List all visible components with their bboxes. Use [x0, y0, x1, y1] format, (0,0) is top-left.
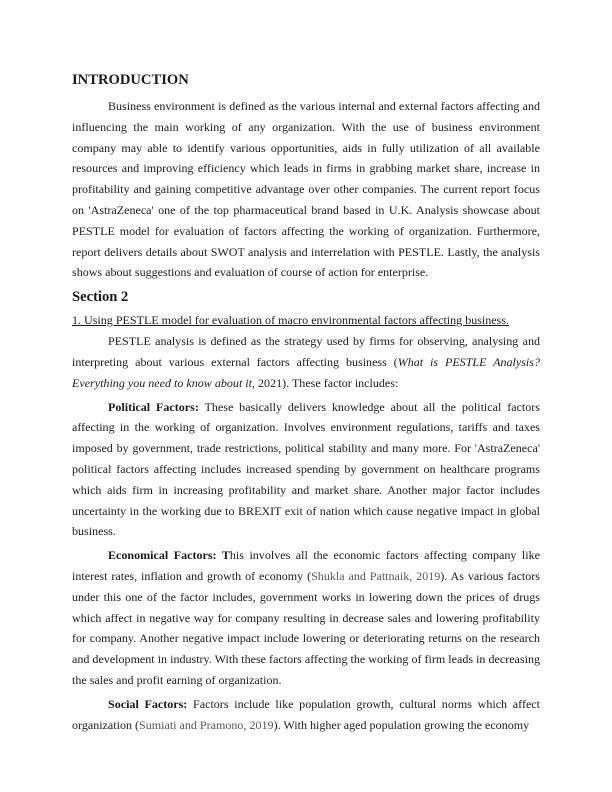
pestle-intro-text: PESTLE analysis is defined as the strategy used by firms for observing, analysing and interpreting about various external factors affecting business (: [72, 334, 540, 369]
social-factors-label: Social Factors:: [108, 696, 188, 711]
introduction-heading: INTRODUCTION: [72, 72, 189, 88]
pestle-intro-source-title: What is PESTLE Analysis? Everything you need to know about it,: [72, 354, 540, 390]
social-citation: Sumiati and Pramono, 2019: [139, 717, 274, 732]
political-factors-text: These basically delivers knowledge about all the political factors affecting in the working of organization. Involves environment regulations, tariffs and taxes imposed by government, trade restrictions, political stability and many more. For 'AstraZeneca' political factors affecting includes increased spending by government on healthcare programs which aids firm in increasing profitability and market share. Another major factor includes uncertainty in the working due to BREXIT exit of nation which cause negative impact in global business.: [72, 399, 540, 539]
social-factors-text-end: ). With higher aged population growing the economy: [273, 717, 530, 732]
pestle-subheading: 1. Using PESTLE model for evaluation of macro environmental factors affecting business.: [72, 313, 510, 328]
section-2-heading: Section 2: [72, 289, 129, 306]
pestle-intro-text-end: 2021). These factor includes:: [255, 375, 399, 390]
social-factors-text: Factors include like population growth, cultural norms which affect organization (: [72, 696, 540, 732]
political-factors-paragraph: [72, 397, 540, 543]
economical-factors-label: Economical Factors: T: [108, 548, 230, 563]
economical-factors-text-end: ). As various factors under this one of the factor includes, government works in lowering down the prices of drugs which affect in negative way for company resulting in decrease sales and lowering profitability for company. Another negative impact include lowering or deteriorating returns on the research and development in industry. With these factors affecting the working of firm leads in decreasing the sales and profit earning of organization.: [72, 568, 540, 687]
social-factors-paragraph: [72, 694, 540, 736]
economical-citation: Shukla and Pattnaik, 2019: [311, 568, 441, 583]
document-page: [72, 70, 540, 735]
economical-factors-text: his involves all the economic factors affecting company like interest rates, inflation and growth of economy (: [72, 548, 540, 583]
political-factors-label: Political Factors:: [108, 399, 199, 414]
introduction-paragraph: Business environment is defined as the various internal and external factors affecting and influencing the main working of any organization. With the use of business environment company may able to identify various opportunities, aids in fully utilization of all available resources and improving efficiency which leads in firms in grabbing market share, increase in profitability and gaining competitive advantage over other companies. The current report focus on 'AstraZeneca' one of the top pharmaceutical brand based in U.K. Analysis showcase about PESTLE model for evaluation of factors affecting the working of organization. Furthermore, report delivers details about SWOT analysis and interrelation with PESTLE. Lastly, the analysis shows about suggestions and evaluation of course of action for enterprise.: [72, 99, 540, 280]
economical-factors-paragraph: [72, 545, 540, 691]
pestle-intro-paragraph: [72, 331, 540, 393]
